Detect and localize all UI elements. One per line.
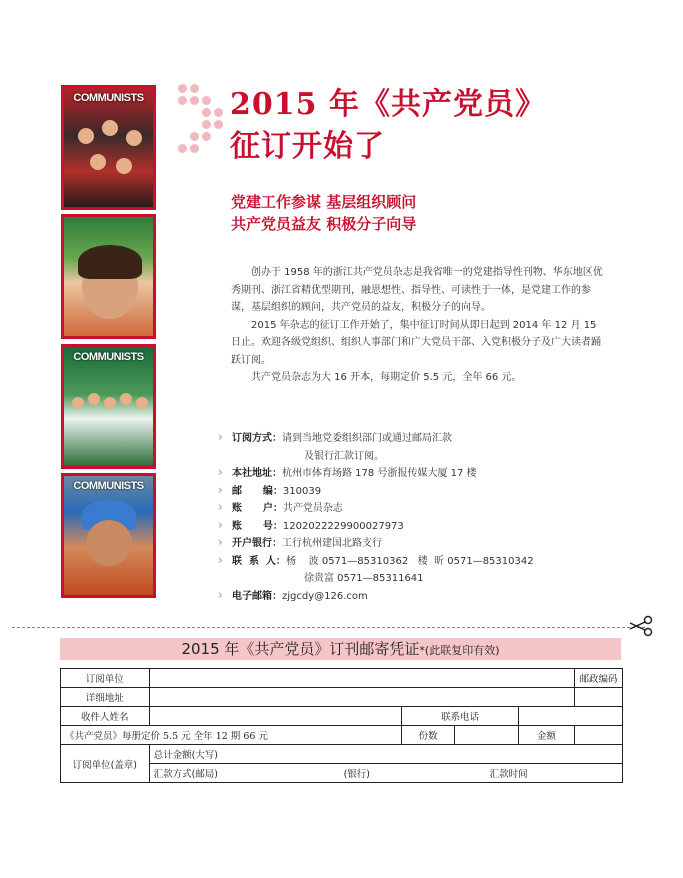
recipient-field[interactable]: [149, 707, 402, 726]
intro-paragraph-3: 共产党员杂志为大 16 开本，每期定价 5.5 元，全年 66 元。: [251, 372, 522, 383]
slogan-line-2: 共产党员益友 积极分子向导: [231, 215, 417, 233]
label-unit: 订阅单位: [61, 669, 150, 688]
cover-masthead: COMMUNISTS: [73, 480, 144, 492]
label-phone: 联系电话: [402, 707, 519, 726]
decorative-dots: [178, 84, 224, 162]
label-recipient: 收件人姓名: [61, 707, 150, 726]
label-amount: 金额: [519, 726, 575, 745]
subscription-info: [218, 430, 638, 605]
info-address: › 本社地址：杭州市体育场路 178 号浙报传媒大厦 17 楼: [218, 465, 638, 483]
label-postcode: 邮政编码: [574, 669, 622, 688]
cut-line: [12, 627, 645, 628]
info-contact: › 联 系 人：杨 波 0571—85310362 楼 昕 0571—85310342: [218, 553, 638, 571]
info-method-cont: 及银行汇款订阅。: [304, 450, 384, 462]
price-note: 《共产党员》每册定价 5.5 元 全年 12 期 66 元: [61, 726, 402, 745]
info-email: › 电子邮箱：zjgcdy@126.com: [218, 588, 638, 606]
slogan: [231, 191, 416, 235]
magazine-cover-1: [61, 85, 156, 210]
form-heading: 2015 年《共产党员》订刊邮寄凭证*(此联复印有效): [60, 638, 621, 660]
intro-paragraph-1: 创办于 1958 年的浙江共产党员杂志是我省唯一的党建指导性刊物、华东地区优秀期刊、浙江省精优型期刊，融思想性、指导性、可读性于一体，是党建工作的参谋，基层组织的顾问，共产党员的益友，积极分子的向导。: [231, 267, 603, 313]
info-bank: › 开户银行：工行杭州建国北路支行: [218, 535, 638, 553]
scissors-icon: [628, 615, 654, 637]
label-address: 详细地址: [61, 688, 150, 707]
label-copies: 份数: [402, 726, 455, 745]
info-method: › 订阅方式：请到当地党委组织部门或通过邮局汇款: [218, 430, 638, 448]
amount-field[interactable]: [574, 726, 622, 745]
magazine-cover-3: [61, 344, 156, 469]
slogan-line-1: 党建工作参谋 基层组织顾问: [231, 193, 417, 211]
copies-field[interactable]: [455, 726, 519, 745]
address-field[interactable]: [149, 688, 574, 707]
info-account-number: › 账 号：1202022229900027973: [218, 518, 638, 536]
order-form: [60, 668, 623, 783]
intro-paragraph-2: 2015 年杂志的征订工作开始了，集中征订时间从即日起到 2014 年 12 月 15 日止。欢迎各级党组织、组织人事部门和广大党员干部、入党积极分子及广大读者踊跃订阅。: [231, 319, 601, 366]
title-line-2: 征订开始了: [230, 129, 385, 164]
phone-field[interactable]: [519, 707, 623, 726]
info-contact-cont: 徐贵富 0571—85311641: [304, 573, 424, 584]
info-postcode: › 邮 编：310039: [218, 483, 638, 501]
intro-text: [231, 264, 609, 387]
postcode-field[interactable]: [574, 688, 622, 707]
page-title: [230, 84, 546, 168]
total-field[interactable]: 总计金额(大写): [149, 745, 622, 764]
cover-masthead: COMMUNISTS: [73, 92, 144, 104]
magazine-cover-4: [61, 473, 156, 598]
magazine-cover-2: [61, 214, 156, 339]
info-account: › 账 户：共产党员杂志: [218, 500, 638, 518]
unit-field[interactable]: [149, 669, 574, 688]
label-stamp: 订阅单位(盖章): [61, 745, 150, 783]
title-line-1: 2015 年《共产党员》: [230, 87, 546, 122]
cover-masthead: COMMUNISTS: [73, 351, 144, 363]
remit-row[interactable]: 汇款方式(邮局) (银行) 汇款时间: [149, 764, 622, 783]
